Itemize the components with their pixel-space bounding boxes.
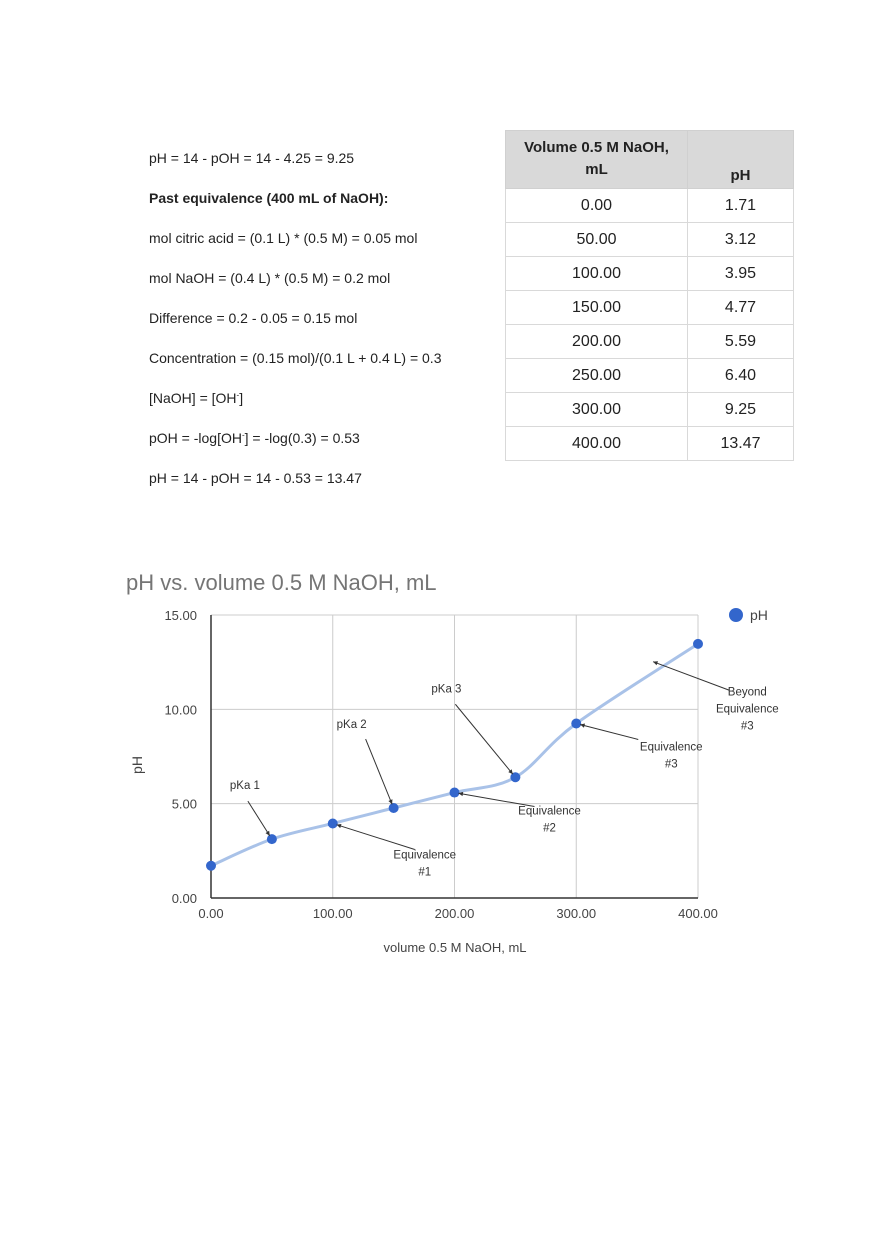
y-tick-label: 15.00 <box>164 608 197 623</box>
cell-volume: 400.00 <box>506 427 688 461</box>
data-point <box>206 861 216 871</box>
annotation-arrow <box>580 724 638 739</box>
annotation-arrow <box>337 825 415 850</box>
cell-ph: 13.47 <box>688 427 794 461</box>
cell-ph: 3.12 <box>688 223 794 257</box>
cell-volume: 0.00 <box>506 189 688 223</box>
table-row <box>506 257 794 291</box>
annotation <box>431 683 512 774</box>
y-tick-label: 0.00 <box>171 891 197 906</box>
chart-annotations <box>230 661 779 878</box>
legend-marker <box>729 608 743 622</box>
table-row <box>506 359 794 393</box>
calc-line-difference: Difference = 0.2 - 0.05 = 0.15 mol <box>149 310 358 326</box>
cell-ph: 6.40 <box>688 359 794 393</box>
annotation-label: Beyond <box>727 686 767 699</box>
cell-volume: 100.00 <box>506 257 688 291</box>
annotation-arrow <box>653 662 729 691</box>
cell-ph: 9.25 <box>688 393 794 427</box>
data-point <box>389 803 399 813</box>
cell-ph: 5.59 <box>688 325 794 359</box>
cell-volume: 200.00 <box>506 325 688 359</box>
annotation-label: #3 <box>740 720 754 733</box>
annotation-label: pKa 3 <box>431 683 462 696</box>
cell-volume: 300.00 <box>506 393 688 427</box>
annotation-arrow <box>455 704 512 774</box>
annotation <box>337 824 457 879</box>
table-row <box>506 223 794 257</box>
annotation-arrow <box>248 801 270 836</box>
titration-chart <box>120 560 800 960</box>
annotation-label: pKa 1 <box>229 780 260 793</box>
calc-line-ph-equivalence: pH = 14 - pOH = 14 - 4.25 = 9.25 <box>149 150 355 166</box>
annotation-label: Equivalence <box>639 741 703 754</box>
header-ph: pH <box>688 131 794 189</box>
annotation-arrow <box>366 739 392 804</box>
data-point <box>328 818 338 828</box>
annotation-label: pKa 2 <box>336 719 367 732</box>
table-row <box>506 291 794 325</box>
cell-volume: 50.00 <box>506 223 688 257</box>
cell-ph: 1.71 <box>688 189 794 223</box>
annotation <box>337 719 393 804</box>
table-row <box>506 393 794 427</box>
table-row <box>506 427 794 461</box>
table-row <box>506 325 794 359</box>
chart-legend <box>729 607 768 623</box>
cell-volume: 250.00 <box>506 359 688 393</box>
y-axis-label: pH <box>129 756 145 774</box>
header-volume: Volume 0.5 M NaOH, mL <box>506 131 688 189</box>
calc-line-mol-naoh: mol NaOH = (0.4 L) * (0.5 M) = 0.2 mol <box>149 270 391 286</box>
annotation-arrow <box>458 793 534 806</box>
annotation-label: #3 <box>664 758 678 771</box>
x-tick-label: 400.00 <box>678 906 718 921</box>
calc-line-poh: pOH = -log[OH-] = -log(0.3) = 0.53 <box>149 430 360 446</box>
annotation-arrowhead <box>337 824 342 828</box>
titration-table <box>505 130 794 461</box>
y-tick-label: 5.00 <box>171 796 197 812</box>
x-tick-label: 100.00 <box>312 906 353 921</box>
data-point <box>571 718 581 728</box>
annotation <box>653 661 779 732</box>
data-point <box>450 788 460 798</box>
annotation-label: Equivalence <box>393 849 457 862</box>
cell-volume: 150.00 <box>506 291 688 325</box>
annotation <box>458 792 580 835</box>
table-header-row <box>506 131 794 189</box>
calc-line-naoh-oh: [NaOH] = [OH-] <box>149 390 244 406</box>
cell-ph: 4.77 <box>688 291 794 325</box>
calculation-text <box>149 145 489 505</box>
annotation <box>230 780 270 836</box>
calc-line-final-ph: pH = 14 - pOH = 14 - 0.53 = 13.47 <box>149 470 362 486</box>
annotation <box>580 724 702 771</box>
annotation-label: #2 <box>543 822 556 835</box>
legend-label: pH <box>750 607 768 623</box>
calc-heading-past-equivalence: Past equivalence (400 mL of NaOH): <box>149 190 389 206</box>
annotation-label: Equivalence <box>715 703 779 716</box>
x-tick-label: 0.00 <box>198 906 224 921</box>
data-point <box>693 639 703 649</box>
annotation-label: Equivalence <box>518 805 581 818</box>
chart-axes <box>164 608 717 921</box>
table-row <box>506 189 794 223</box>
annotation-label: #1 <box>418 866 432 879</box>
calc-line-concentration: Concentration = (0.15 mol)/(0.1 L + 0.4 L) = 0.3 <box>149 350 442 366</box>
x-axis-label: volume 0.5 M NaOH, mL <box>383 940 527 955</box>
cell-ph: 3.95 <box>688 257 794 291</box>
y-tick-label: 10.00 <box>164 702 197 718</box>
chart-title: pH vs. volume 0.5 M NaOH, mL <box>126 570 437 595</box>
x-tick-label: 200.00 <box>434 906 475 921</box>
data-point <box>267 834 277 844</box>
x-tick-label: 300.00 <box>556 906 597 921</box>
calc-line-mol-citric-acid: mol citric acid = (0.1 L) * (0.5 M) = 0.05 mol <box>149 230 418 246</box>
